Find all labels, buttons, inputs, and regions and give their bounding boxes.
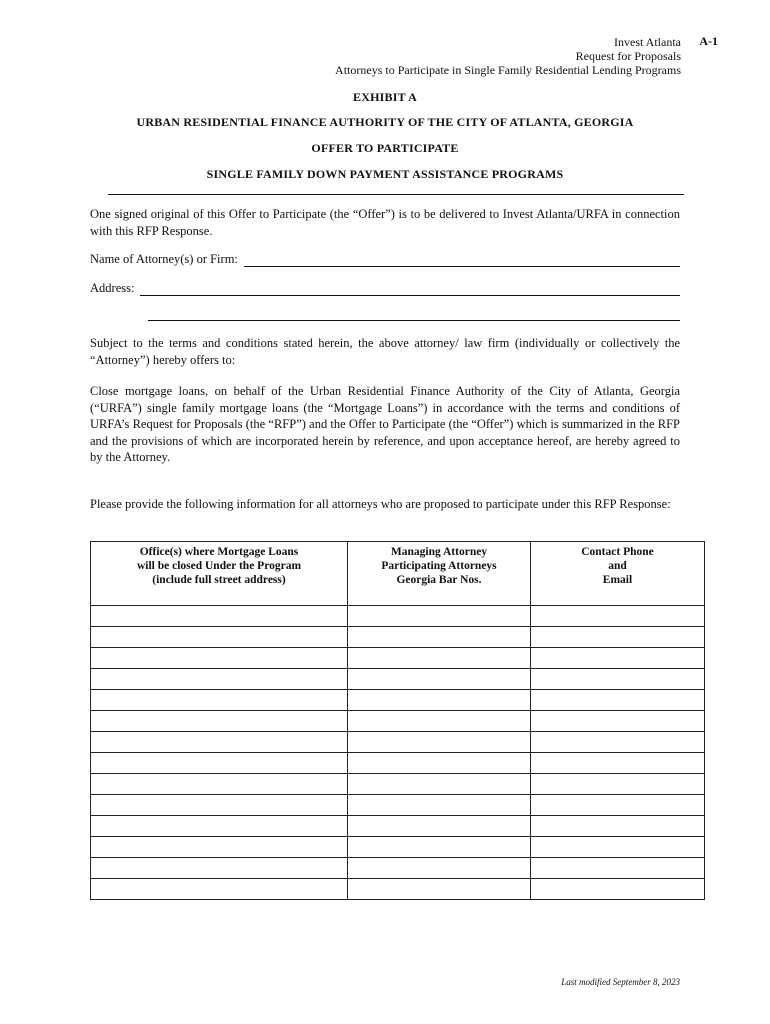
table-row <box>91 648 705 669</box>
office-cell[interactable] <box>91 627 348 648</box>
header-office-line1: Office(s) where Mortgage Loans <box>139 546 299 558</box>
heading-divider <box>108 194 684 195</box>
address-field-input[interactable] <box>140 283 680 296</box>
intro-paragraph: One signed original of this Offer to Participate (the “Offer”) is to be delivered to Invest Atlanta/URFA in connection with this RFP Response. <box>90 207 680 238</box>
table-row <box>91 774 705 795</box>
header-office-line2: will be closed Under the Program <box>136 560 302 572</box>
programs-heading: SINGLE FAMILY DOWN PAYMENT ASSISTANCE PROGRAMS <box>206 167 564 181</box>
address-field-row <box>90 281 680 296</box>
header-contact <box>531 542 705 606</box>
table-row <box>91 627 705 648</box>
header-office <box>91 542 348 606</box>
contact-cell[interactable] <box>531 669 705 690</box>
contact-cell[interactable] <box>531 606 705 627</box>
subject-paragraph: Subject to the terms and conditions stated herein, the above attorney/ law firm (individually or collectively the “Attorney”) hereby offers to: <box>90 336 680 367</box>
attorney-cell[interactable] <box>348 879 531 900</box>
header-attorney-line1: Managing Attorney <box>390 546 488 558</box>
table-row <box>91 732 705 753</box>
office-cell[interactable] <box>91 606 348 627</box>
attorney-cell[interactable] <box>348 669 531 690</box>
contact-cell[interactable] <box>531 690 705 711</box>
contact-cell[interactable] <box>531 711 705 732</box>
provide-paragraph: Please provide the following information for all attorneys who are proposed to participate under this RFP Response: <box>90 497 671 511</box>
contact-cell[interactable] <box>531 627 705 648</box>
office-cell[interactable] <box>91 879 348 900</box>
attorney-cell[interactable] <box>348 606 531 627</box>
attorney-cell[interactable] <box>348 837 531 858</box>
attorney-cell[interactable] <box>348 795 531 816</box>
attorney-cell[interactable] <box>348 690 531 711</box>
authority-heading: URBAN RESIDENTIAL FINANCE AUTHORITY OF THE CITY OF ATLANTA, GEORGIA <box>136 115 634 129</box>
header-doc-subject: Attorneys to Participate in Single Family Residential Lending Programs <box>335 63 681 77</box>
document-header <box>335 35 681 77</box>
header-contact-line1: Contact Phone <box>581 546 654 558</box>
office-cell[interactable] <box>91 858 348 879</box>
office-cell[interactable] <box>91 669 348 690</box>
attorney-cell[interactable] <box>348 816 531 837</box>
close-paragraph: Close mortgage loans, on behalf of the Urban Residential Finance Authority of the City of Atlanta, Georgia (“URFA”) single family mortgage loans (the “Mortgage Loans”) in accordance with the terms and conditions of URFA’s Request for Proposals (the “RFP”) and the Offer to Participate (the “Offer”) which is summarized in the RFP and the provisions of which are incorporated herein by reference, and upon acceptance hereof, are hereby agreed to by the Attorney. <box>90 384 680 464</box>
exhibit-heading: EXHIBIT A <box>353 90 417 104</box>
attorney-cell[interactable] <box>348 753 531 774</box>
attorney-cell[interactable] <box>348 774 531 795</box>
attorney-cell[interactable] <box>348 648 531 669</box>
office-cell[interactable] <box>91 711 348 732</box>
table-row <box>91 816 705 837</box>
table-row <box>91 858 705 879</box>
header-attorney-line2: Participating Attorneys <box>381 560 497 572</box>
header-attorney <box>348 542 531 606</box>
office-cell[interactable] <box>91 837 348 858</box>
name-field-row <box>90 252 680 267</box>
table-row <box>91 879 705 900</box>
header-attorney-line3: Georgia Bar Nos. <box>396 574 482 586</box>
header-doc-type: Request for Proposals <box>575 49 681 63</box>
table-row <box>91 606 705 627</box>
office-cell[interactable] <box>91 795 348 816</box>
attorney-cell[interactable] <box>348 858 531 879</box>
table-row <box>91 669 705 690</box>
contact-cell[interactable] <box>531 879 705 900</box>
name-field-input[interactable] <box>244 254 680 267</box>
last-modified-note: Last modified September 8, 2023 <box>561 977 680 987</box>
page-code: A-1 <box>699 34 718 48</box>
office-cell[interactable] <box>91 774 348 795</box>
header-contact-line3: Email <box>602 574 633 586</box>
table-body <box>91 606 705 900</box>
attorney-table <box>90 541 705 900</box>
header-office-line3: (include full street address) <box>152 574 286 586</box>
contact-cell[interactable] <box>531 837 705 858</box>
contact-cell[interactable] <box>531 858 705 879</box>
office-cell[interactable] <box>91 648 348 669</box>
attorney-cell[interactable] <box>348 711 531 732</box>
table-header-row <box>91 542 705 606</box>
office-cell[interactable] <box>91 753 348 774</box>
table-row <box>91 690 705 711</box>
contact-cell[interactable] <box>531 816 705 837</box>
contact-cell[interactable] <box>531 732 705 753</box>
header-org: Invest Atlanta <box>614 35 681 49</box>
contact-cell[interactable] <box>531 648 705 669</box>
office-cell[interactable] <box>91 690 348 711</box>
table-row <box>91 711 705 732</box>
contact-cell[interactable] <box>531 753 705 774</box>
attorney-cell[interactable] <box>348 627 531 648</box>
table-row <box>91 753 705 774</box>
contact-cell[interactable] <box>531 795 705 816</box>
office-cell[interactable] <box>91 732 348 753</box>
office-cell[interactable] <box>91 816 348 837</box>
attorney-cell[interactable] <box>348 732 531 753</box>
table-row <box>91 795 705 816</box>
address-field-label: Address: <box>90 281 135 295</box>
contact-cell[interactable] <box>531 774 705 795</box>
header-contact-line2: and <box>608 560 627 572</box>
address-field-line-2[interactable] <box>148 320 680 321</box>
table-row <box>91 837 705 858</box>
offer-heading: OFFER TO PARTICIPATE <box>311 141 459 155</box>
name-field-label: Name of Attorney(s) or Firm: <box>90 252 238 266</box>
